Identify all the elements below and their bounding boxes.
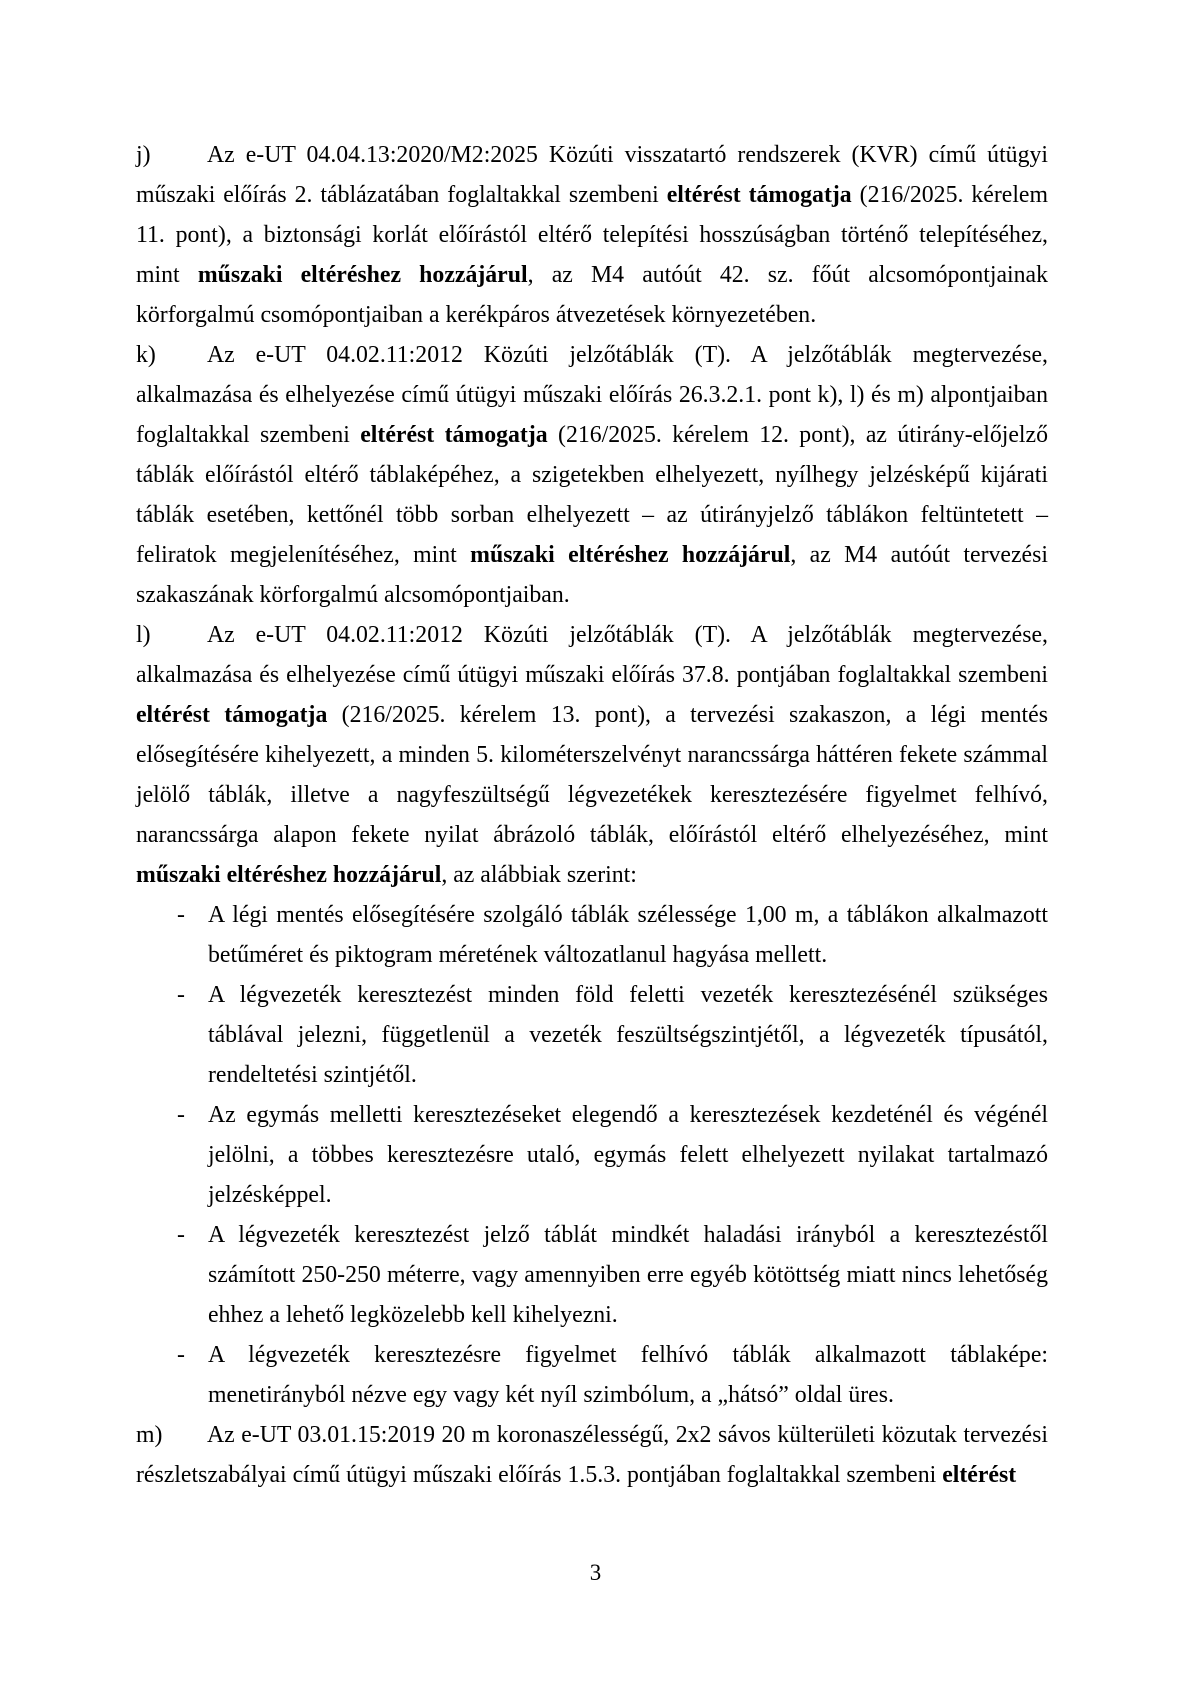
bullet-item bbox=[136, 1095, 1048, 1215]
paragraph-l bbox=[136, 615, 1048, 895]
text-run: , az alábbiak szerint: bbox=[441, 862, 637, 888]
paragraph-label: m) bbox=[136, 1422, 163, 1448]
bullet-marker: - bbox=[177, 1222, 185, 1248]
text-run: Az e-UT 03.01.15:2019 20 m koronaszélességű, 2x2 sávos külterületi közutak tervezési részletszabályai című útügyi műszaki előírás 1.5.3. pontjában foglaltakkal szembeni bbox=[136, 1422, 1048, 1488]
text-run-bold: eltérést bbox=[942, 1462, 1017, 1488]
paragraph-m bbox=[136, 1415, 1048, 1495]
text-run: A légi mentés elősegítésére szolgáló táblák szélessége 1,00 m, a táblákon alkalmazott betűméret és piktogram méretének változatlanul hagyása mellett. bbox=[208, 902, 1048, 968]
bullet-item bbox=[136, 895, 1048, 975]
paragraph-label: k) bbox=[136, 342, 156, 368]
page-footer bbox=[0, 1558, 1191, 1588]
text-run-bold: eltérést támogatja bbox=[360, 422, 548, 448]
text-run: (216/2025. kérelem 13. pont), a tervezési szakaszon, a légi mentés elősegítésére kihelyezett, a minden 5. kilométerszelvényt narancssárga háttéren fekete számmal jelölő táblák, illetve a nagyfeszültségű légvezetékek keresztezésére figyelmet felhívó, narancssárga alapon fekete nyilat ábrázoló táblák, előírástól eltérő elhelyezéséhez, mint bbox=[136, 702, 1048, 848]
bullet-marker: - bbox=[177, 902, 185, 928]
text-run-bold: műszaki eltéréshez hozzájárul bbox=[136, 862, 442, 888]
text-run-bold: műszaki eltéréshez hozzájárul bbox=[470, 542, 791, 568]
text-run: , az M4 autóút 42. sz. főút alcsomópontjainak körforgalmú csomópontjaiban a kerékpáros átvezetések környezetében. bbox=[136, 262, 1048, 328]
bullet-item bbox=[136, 1215, 1048, 1335]
paragraph-label: j) bbox=[136, 142, 151, 168]
bullet-item bbox=[136, 1335, 1048, 1415]
text-run: A légvezeték keresztezést minden föld feletti vezeték keresztezésénél szükséges táblával jelezni, függetlenül a vezeték feszültségszintjétől, a légvezeték típusától, rendeltetési szintjétől. bbox=[208, 982, 1048, 1088]
paragraph-label: l) bbox=[136, 622, 151, 648]
text-run: A légvezeték keresztezésre figyelmet felhívó táblák alkalmazott táblaképe: menetirányból nézve egy vagy két nyíl szimbólum, a „hátsó” oldal üres. bbox=[208, 1342, 1048, 1408]
text-run: Az e-UT 04.04.13:2020/M2:2025 Közúti visszatartó rendszerek (KVR) című útügyi műszaki előírás 2. táblázatában foglaltakkal szembeni bbox=[136, 142, 1048, 208]
text-run: (216/2025. kérelem 11. pont), a biztonsági korlát előírástól eltérő telepítési hosszúságban történő telepítéséhez, mint bbox=[136, 182, 1049, 288]
bullet-marker: - bbox=[177, 1342, 185, 1368]
bullet-item bbox=[136, 975, 1048, 1095]
text-run: Az egymás melletti keresztezéseket elegendő a keresztezések kezdeténél és végénél jelölni, a többes keresztezésre utaló, egymás felett elhelyezett nyilakat tartalmazó jelzésképpel. bbox=[208, 1102, 1048, 1208]
text-run: , az M4 autóút tervezési szakaszának körforgalmú alcsomópontjaiban. bbox=[136, 542, 1048, 608]
text-run: (216/2025. kérelem 12. pont), az útirány-előjelző táblák előírástól eltérő táblaképéhez, a szigetekben elhelyezett, nyílhegy jelzésképű kijárati táblák esetében, kettőnél több sorban elhelyezett – az útirányjelző táblákon feltüntetett – feliratok megjelenítéséhez, mint bbox=[136, 422, 1048, 568]
document-body bbox=[136, 135, 1048, 1495]
text-run-bold: eltérést támogatja bbox=[666, 182, 852, 208]
page-number: 3 bbox=[589, 1560, 602, 1585]
text-run: Az e-UT 04.02.11:2012 Közúti jelzőtáblák (T). A jelzőtáblák megtervezése, alkalmazása és elhelyezése című útügyi műszaki előírás 26.3.2.1. pont k), l) és m) alpontjaiban foglaltakkal szembeni bbox=[136, 342, 1048, 448]
text-run: A légvezeték keresztezést jelző táblát mindkét haladási irányból a keresztezéstől számított 250-250 méterre, vagy amennyiben erre egyéb kötöttség miatt nincs lehetőség ehhez a lehető legközelebb kell kihelyezni. bbox=[208, 1222, 1048, 1328]
bullet-marker: - bbox=[177, 982, 185, 1008]
text-run-bold: eltérést támogatja bbox=[136, 702, 328, 728]
paragraph-j bbox=[136, 135, 1048, 335]
text-run: Az e-UT 04.02.11:2012 Közúti jelzőtáblák (T). A jelzőtáblák megtervezése, alkalmazása és elhelyezése című útügyi műszaki előírás 37.8. pontjában foglaltakkal szembeni bbox=[136, 622, 1048, 688]
bullet-marker: - bbox=[177, 1102, 185, 1128]
paragraph-k bbox=[136, 335, 1048, 615]
text-run-bold: műszaki eltéréshez hozzájárul bbox=[197, 262, 528, 288]
